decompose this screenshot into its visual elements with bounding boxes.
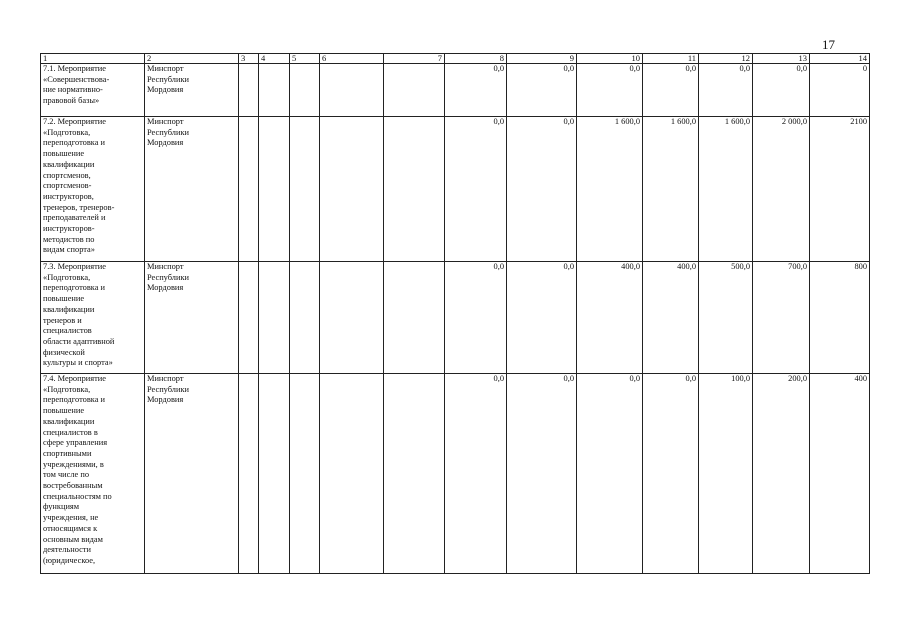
responsible-agency: Минспорт Республики Мордовия [145,374,239,574]
column-header: 7 [384,54,445,64]
empty-cell [290,117,320,262]
empty-cell [239,64,259,117]
activity-name: 7.2. Мероприятие «Подготовка, переподготовка и повышение квалификации спортсменов, спортсменов- инструкторов, тренеров, тренеров- преподавателей и инструкторов- методистов по видам спорта» [41,117,145,262]
empty-cell [290,64,320,117]
value-cell: 1 600,0 [699,117,753,262]
value-cell: 2100 [810,117,870,262]
value-cell: 400 [810,374,870,574]
value-cell: 2 000,0 [753,117,810,262]
budget-table [40,53,870,574]
column-header: 14 [810,54,870,64]
empty-cell [239,262,259,374]
value-cell: 0,0 [699,64,753,117]
value-cell: 0,0 [577,64,643,117]
table-row [41,374,870,574]
empty-cell [384,64,445,117]
value-cell: 0,0 [445,374,507,574]
value-cell: 0,0 [445,64,507,117]
table-row [41,64,870,117]
empty-cell [259,64,290,117]
empty-cell [320,262,384,374]
table-row [41,262,870,374]
value-cell: 0,0 [643,64,699,117]
value-cell: 800 [810,262,870,374]
value-cell: 500,0 [699,262,753,374]
empty-cell [259,374,290,574]
value-cell: 0,0 [507,374,577,574]
column-header: 5 [290,54,320,64]
value-cell: 0,0 [445,262,507,374]
value-cell: 400,0 [577,262,643,374]
column-header: 8 [445,54,507,64]
value-cell: 200,0 [753,374,810,574]
value-cell: 1 600,0 [577,117,643,262]
empty-cell [259,262,290,374]
value-cell: 0,0 [577,374,643,574]
column-header: 4 [259,54,290,64]
column-header: 2 [145,54,239,64]
column-header: 11 [643,54,699,64]
responsible-agency: Минспорт Республики Мордовия [145,64,239,117]
empty-cell [384,117,445,262]
column-header: 13 [753,54,810,64]
empty-cell [384,262,445,374]
empty-cell [290,262,320,374]
empty-cell [290,374,320,574]
empty-cell [320,117,384,262]
value-cell: 0,0 [445,117,507,262]
empty-cell [239,117,259,262]
value-cell: 0,0 [507,262,577,374]
activity-name: 7.1. Мероприятие «Совершенствова- ние нормативно- правовой базы» [41,64,145,117]
empty-cell [239,374,259,574]
column-header: 9 [507,54,577,64]
value-cell: 0,0 [507,117,577,262]
column-header: 10 [577,54,643,64]
empty-cell [320,374,384,574]
column-header: 3 [239,54,259,64]
empty-cell [384,374,445,574]
column-header: 6 [320,54,384,64]
activity-name: 7.3. Мероприятие «Подготовка, переподготовка и повышение квалификации тренеров и специалистов области адаптивной физической культуры и спорта» [41,262,145,374]
value-cell: 0 [810,64,870,117]
empty-cell [259,117,290,262]
value-cell: 100,0 [699,374,753,574]
column-header: 12 [699,54,753,64]
table-row [41,117,870,262]
responsible-agency: Минспорт Республики Мордовия [145,117,239,262]
value-cell: 0,0 [643,374,699,574]
value-cell: 400,0 [643,262,699,374]
value-cell: 1 600,0 [643,117,699,262]
empty-cell [320,64,384,117]
page-number: 17 [822,37,835,52]
responsible-agency: Минспорт Республики Мордовия [145,262,239,374]
activity-name: 7.4. Мероприятие «Подготовка, переподготовка и повышение квалификации специалистов в сфере управления спортивными учреждениями, в том числе по востребованным специальностям по функциям учреждения, не относящимся к основным видам деятельности (юридическое, [41,374,145,574]
value-cell: 0,0 [507,64,577,117]
table-header-row [41,54,870,64]
column-header: 1 [41,54,145,64]
value-cell: 700,0 [753,262,810,374]
value-cell: 0,0 [753,64,810,117]
